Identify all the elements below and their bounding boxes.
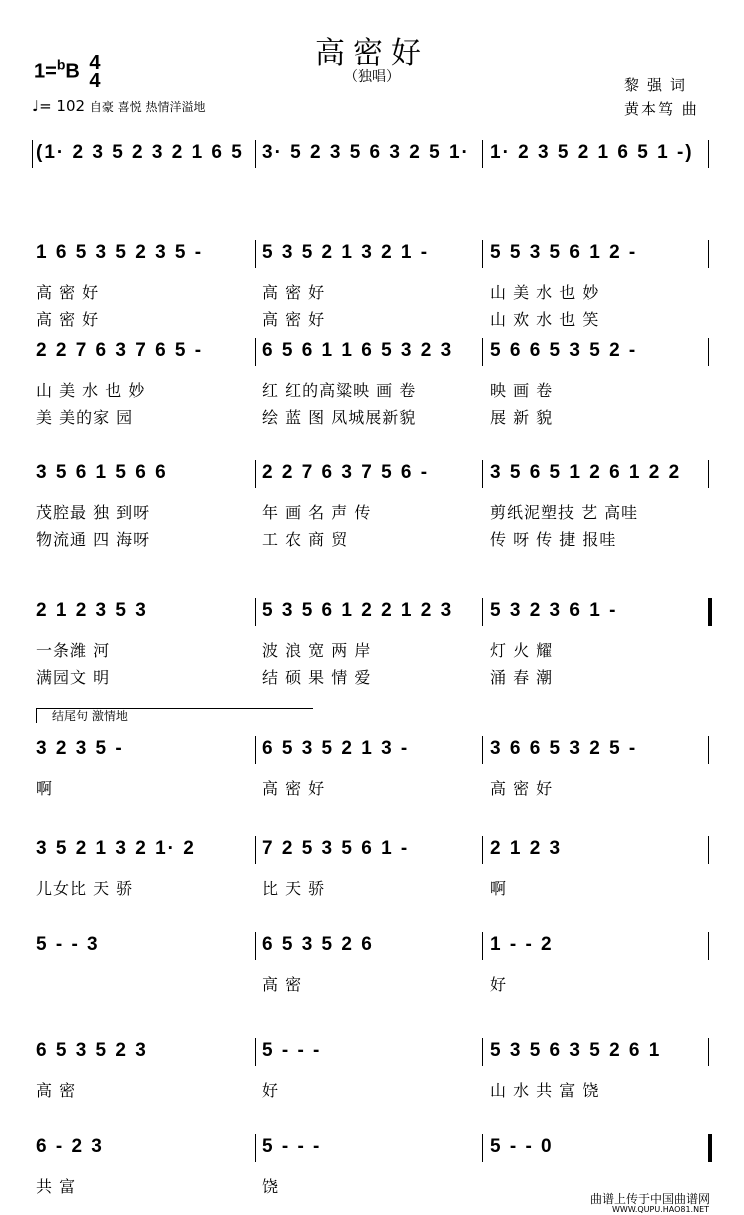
lyric-line: 灯 火 耀 (490, 641, 554, 660)
lyric-line: 高 密 好 (36, 310, 100, 329)
lyricist-credit: 黎强词 (624, 76, 694, 94)
barline (255, 932, 256, 960)
lyric-line: 年 画 名 声 传 (262, 503, 372, 522)
lyric-line: 结 硕 果 情 爱 (262, 668, 372, 687)
barline (708, 140, 709, 168)
measure-notes: 6 5 3 5 2 3 (36, 1040, 148, 1061)
measure-notes: 3 2 3 5 - (36, 738, 124, 759)
lyric-line: 美 美的家 园 (36, 408, 134, 427)
measure-notes: 6 - 2 3 (36, 1136, 104, 1157)
barline (255, 736, 256, 764)
lyric-line: 物流通 四 海呀 (36, 530, 151, 549)
barline (482, 932, 483, 960)
barline (708, 932, 709, 960)
barline (255, 598, 256, 626)
lyric-line: 映 画 卷 (490, 381, 554, 400)
tempo-marking (32, 97, 205, 115)
lyric-line: 啊 (36, 779, 54, 798)
measure-notes: 2 1 2 3 (490, 838, 563, 859)
site-url: WWW.QUPU.HAO81.NET (612, 1205, 710, 1214)
barline (255, 140, 256, 168)
barline (482, 460, 483, 488)
lyric-line: 茂腔最 独 到呀 (36, 503, 151, 522)
measure-notes: 2 2 7 6 3 7 6 5 - (36, 340, 204, 361)
measure-notes: 6 5 3 5 2 1 3 - (262, 738, 410, 759)
barline (482, 1038, 483, 1066)
measure-notes: 5 - - 0 (490, 1136, 554, 1157)
lyric-line: 啊 (490, 879, 508, 898)
lyric-line: 传 呀 传 捷 报哇 (490, 530, 617, 549)
lyric-line: 高 密 (36, 1081, 77, 1100)
measure-notes: (1· 2 3 5 2 3 2 1 6 5 (36, 142, 244, 163)
barline (482, 736, 483, 764)
lyric-line: 高 密 好 (262, 310, 326, 329)
final-barline (708, 598, 712, 626)
lyric-line: 饶 (262, 1177, 280, 1196)
barline (708, 836, 709, 864)
measure-notes: 3 6 6 5 3 2 5 - (490, 738, 638, 759)
measure-notes: 5 6 6 5 3 5 2 - (490, 340, 638, 361)
barline (255, 240, 256, 268)
barline (482, 240, 483, 268)
lyric-line: 红 红的高粱映 画 卷 (262, 381, 417, 400)
barline (708, 460, 709, 488)
score-subtitle: （独唱） (344, 69, 400, 85)
barline (482, 836, 483, 864)
lyric-line: 山 欢 水 也 笑 (490, 310, 600, 329)
lyric-line: 好 (262, 1081, 280, 1100)
lyric-line: 剪纸泥塑技 艺 高哇 (490, 503, 639, 522)
lyric-line: 涌 春 潮 (490, 668, 554, 687)
measure-notes: 1· 2 3 5 2 1 6 5 1 -) (490, 142, 694, 163)
barline (482, 598, 483, 626)
barline (708, 338, 709, 366)
measure-notes: 1 6 5 3 5 2 3 5 - (36, 242, 204, 263)
lyric-line: 好 (490, 975, 508, 994)
lyric-line: 波 浪 宽 两 岸 (262, 641, 372, 660)
lyric-line: 展 新 貌 (490, 408, 554, 427)
barline (708, 1038, 709, 1066)
barline (255, 338, 256, 366)
measure-notes: 5 - - 3 (36, 934, 100, 955)
time-signature: 4 4 (89, 52, 101, 92)
barline (708, 736, 709, 764)
lyric-line: 山 美 水 也 妙 (490, 283, 600, 302)
measure-notes: 6 5 3 5 2 6 (262, 934, 374, 955)
lyric-line: 比 天 骄 (262, 879, 326, 898)
lyric-line: 高 密 好 (262, 779, 326, 798)
lyric-line: 高 密 好 (262, 283, 326, 302)
barline (482, 338, 483, 366)
lyric-line: 高 密 好 (490, 779, 554, 798)
measure-notes: 5 - - - (262, 1136, 322, 1157)
lyric-line: 共 富 (36, 1177, 77, 1196)
lyric-line: 山 水 共 富 饶 (490, 1081, 600, 1100)
tempo-description: 自豪 喜悦 热情洋溢地 (89, 100, 206, 114)
lyric-line: 儿女比 天 骄 (36, 879, 134, 898)
measure-notes: 1 - - 2 (490, 934, 554, 955)
tempo-value: ♩= 102 (32, 97, 86, 115)
measure-notes: 3· 5 2 3 5 6 3 2 5 1· (262, 142, 470, 163)
measure-notes: 3 5 6 5 1 2 6 1 2 2 (490, 462, 682, 483)
lyric-line: 山 美 水 也 妙 (36, 381, 146, 400)
barline (708, 240, 709, 268)
key-signature (34, 54, 101, 90)
measure-notes: 5 3 5 6 3 5 2 6 1 (490, 1040, 662, 1061)
barline (482, 140, 483, 168)
coda-label: 结尾句 激情地 (52, 709, 128, 723)
barline (32, 140, 33, 168)
barline (255, 836, 256, 864)
measure-notes: 5 3 2 3 6 1 - (490, 600, 618, 621)
measure-notes: 2 1 2 3 5 3 (36, 600, 148, 621)
barline (255, 1038, 256, 1066)
lyric-line: 一条潍 河 (36, 641, 111, 660)
measure-notes: 5 - - - (262, 1040, 322, 1061)
lyric-line: 高 密 (262, 975, 303, 994)
measure-notes: 6 5 6 1 1 6 5 3 2 3 (262, 340, 454, 361)
site-credit: 曲谱上传于中国曲谱网 (590, 1192, 711, 1206)
measure-notes: 7 2 5 3 5 6 1 - (262, 838, 410, 859)
key-flat: b (56, 56, 66, 73)
lyric-line: 高 密 好 (36, 283, 100, 302)
measure-notes: 5 3 5 2 1 3 2 1 - (262, 242, 430, 263)
measure-notes: 3 5 6 1 5 6 6 (36, 462, 168, 483)
final-barline (708, 1134, 712, 1162)
measure-notes: 5 5 3 5 6 1 2 - (490, 242, 638, 263)
key-label: 1= (34, 60, 57, 83)
lyric-line: 绘 蓝 图 凤城展新貌 (262, 408, 417, 427)
barline (482, 1134, 483, 1162)
key-note: B (65, 60, 80, 83)
score-title: 高密好 (315, 36, 429, 71)
lyric-line: 工 农 商 贸 (262, 530, 349, 549)
composer-credit: 黄本笃 曲 (624, 100, 699, 118)
measure-notes: 2 2 7 6 3 7 5 6 - (262, 462, 430, 483)
measure-notes: 5 3 5 6 1 2 2 1 2 3 (262, 600, 454, 621)
barline (255, 1134, 256, 1162)
measure-notes: 3 5 2 1 3 2 1· 2 (36, 838, 196, 859)
barline (255, 460, 256, 488)
lyric-line: 满园文 明 (36, 668, 111, 687)
